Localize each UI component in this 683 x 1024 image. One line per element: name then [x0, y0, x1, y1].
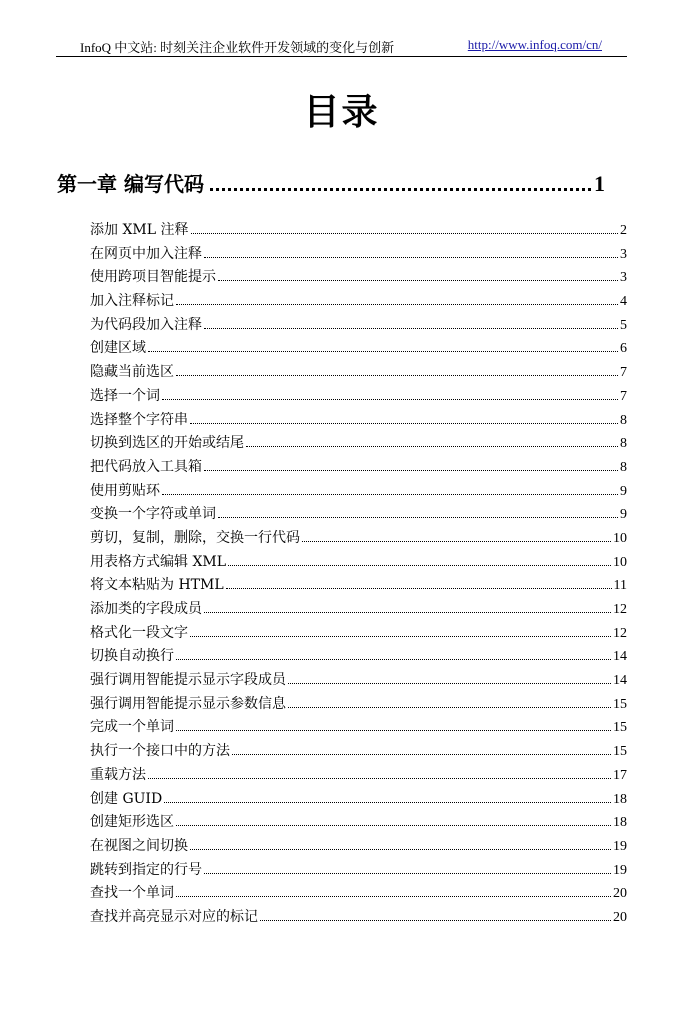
toc-entry[interactable]: [90, 480, 627, 504]
toc-dot-leader: [288, 682, 611, 684]
toc-entry-page: 6: [620, 341, 627, 357]
toc-entry-page: 20: [613, 886, 627, 902]
toc-entry-title: 加入注释标记: [90, 293, 174, 310]
toc-entry-title: 查找并高亮显示对应的标记: [90, 908, 258, 925]
toc-dot-leader: [164, 801, 611, 803]
toc-entry-title: 执行一个接口中的方法: [90, 743, 230, 760]
toc-dot-leader: [148, 350, 618, 352]
toc-entry-title: 强行调用智能提示显示参数信息: [90, 695, 286, 712]
toc-entry-title: 创建矩形选区: [90, 814, 174, 831]
toc-entry-title: 重载方法: [90, 766, 146, 783]
toc-entry[interactable]: [90, 906, 627, 930]
toc-dot-leader: [148, 777, 611, 779]
toc-dot-leader: [176, 729, 611, 731]
toc-entry[interactable]: [90, 788, 627, 812]
toc-entry[interactable]: [90, 219, 627, 243]
toc-entry-page: 15: [613, 720, 627, 736]
toc-dot-leader: [204, 872, 611, 874]
toc-dot-leader: [162, 493, 618, 495]
toc-entry[interactable]: [90, 811, 627, 835]
header-site-text: InfoQ 中文站: 时刻关注企业软件开发领域的变化与创新: [80, 40, 395, 55]
toc-entry-page: 14: [613, 673, 627, 689]
toc-entry-page: 15: [613, 744, 627, 760]
toc-dot-leader: [302, 540, 611, 542]
toc-entry-title: 查找一个单词: [90, 885, 174, 902]
toc-entry-page: 19: [613, 862, 627, 878]
toc-entry-page: 8: [620, 412, 627, 428]
toc-entry[interactable]: [90, 764, 627, 788]
toc-dot-leader: [226, 587, 612, 589]
toc-dot-leader: [176, 895, 611, 897]
toc-entry-page: 7: [620, 388, 627, 404]
toc-entry-title: 变换一个字符或单词: [90, 506, 216, 523]
toc-entry-title: 强行调用智能提示显示字段成员: [90, 672, 286, 689]
toc-entry-title: 把代码放入工具箱: [90, 458, 202, 475]
toc-entry[interactable]: [90, 622, 627, 646]
toc-dot-leader: [246, 445, 618, 447]
toc-entry-page: 9: [620, 483, 627, 499]
chapter-label: 第一章 编写代码: [57, 172, 204, 196]
page-header: [56, 34, 627, 57]
toc-entry[interactable]: [90, 409, 627, 433]
toc-entry-title: 格式化一段文字: [90, 624, 188, 641]
toc-entry-page: 12: [613, 625, 627, 641]
toc-entry-title: 为代码段加入注释: [90, 316, 202, 333]
toc-entry[interactable]: [90, 527, 627, 551]
toc-entry[interactable]: [90, 432, 627, 456]
toc-entry-page: 3: [620, 246, 627, 262]
toc-entry[interactable]: [90, 740, 627, 764]
toc-entry-title: 使用剪贴环: [90, 482, 160, 499]
toc-entry[interactable]: [90, 551, 627, 575]
toc-entry[interactable]: [90, 337, 627, 361]
chapter-page-number: 1: [594, 171, 605, 196]
toc-entry-page: 3: [620, 270, 627, 286]
toc-entry-title: 添加 XML 注释: [90, 222, 189, 238]
toc-dot-leader: [232, 753, 611, 755]
toc-entry-page: 11: [613, 578, 627, 594]
toc-entry-title: 完成一个单词: [90, 719, 174, 736]
toc-entry-page: 20: [613, 909, 627, 925]
toc-entry-title: 创建 GUID: [90, 790, 163, 807]
page-title: 目录: [303, 92, 380, 133]
toc-dot-leader: [204, 469, 618, 471]
toc-entry-title: 使用跨项目智能提示: [90, 269, 216, 286]
toc-entry-page: 18: [613, 791, 627, 807]
toc-entry[interactable]: [90, 598, 627, 622]
toc-entry-title: 创建区域: [90, 340, 146, 357]
toc-entry-title: 剪切，复制，删除，交换一行代码: [90, 529, 300, 546]
toc-dot-leader: [162, 398, 618, 400]
chapter-dot-leader: [210, 187, 591, 191]
toc-list: [90, 219, 627, 930]
toc-entry[interactable]: [90, 361, 627, 385]
toc-dot-leader: [190, 422, 618, 424]
toc-entry[interactable]: [90, 882, 627, 906]
toc-dot-leader: [176, 374, 618, 376]
toc-entry[interactable]: [90, 835, 627, 859]
toc-entry-page: 2: [620, 223, 627, 238]
toc-entry-title: 切换到选区的开始或结尾: [90, 435, 244, 452]
toc-entry-title: 在网页中加入注释: [90, 245, 202, 262]
header-link[interactable]: http://www.infoq.com/cn/: [467, 37, 602, 52]
toc-entry-title: 用表格方式编辑 XML: [90, 553, 227, 570]
toc-entry[interactable]: [90, 290, 627, 314]
toc-entry[interactable]: [90, 574, 627, 598]
toc-dot-leader: [204, 611, 611, 613]
toc-entry-title: 隐藏当前选区: [90, 364, 174, 381]
toc-dot-leader: [190, 635, 611, 637]
toc-entry[interactable]: [90, 859, 627, 883]
toc-entry[interactable]: [90, 645, 627, 669]
toc-entry[interactable]: [90, 266, 627, 290]
toc-dot-leader: [176, 658, 611, 660]
toc-entry-title: 选择整个字符串: [90, 411, 188, 428]
toc-dot-leader: [204, 256, 618, 258]
toc-entry-page: 10: [613, 530, 627, 546]
toc-entry-page: 4: [620, 294, 627, 310]
toc-entry[interactable]: [90, 669, 627, 693]
toc-entry-title: 将文本粘贴为 HTML: [90, 577, 224, 594]
toc-entry-page: 14: [613, 649, 627, 665]
toc-dot-leader: [191, 232, 619, 234]
toc-entry-page: 8: [620, 436, 627, 452]
toc-dot-leader: [260, 919, 611, 921]
toc-dot-leader: [218, 516, 618, 518]
toc-dot-leader: [176, 303, 618, 305]
toc-entry-page: 15: [613, 696, 627, 712]
toc-entry[interactable]: [90, 456, 627, 480]
toc-entry-page: 9: [620, 507, 627, 523]
toc-entry-page: 8: [620, 459, 627, 475]
toc-entry[interactable]: [90, 385, 627, 409]
toc-dot-leader: [218, 279, 618, 281]
toc-entry[interactable]: [90, 693, 627, 717]
toc-entry-title: 切换自动换行: [90, 648, 174, 665]
toc-entry-page: 5: [620, 317, 627, 333]
toc-entry-page: 10: [613, 554, 627, 570]
toc-entry[interactable]: [90, 503, 627, 527]
toc-entry-page: 17: [613, 767, 627, 783]
toc-entry-title: 在视图之间切换: [90, 837, 188, 854]
toc-entry-page: 18: [613, 815, 627, 831]
toc-entry-title: 选择一个词: [90, 387, 160, 404]
toc-entry-page: 12: [613, 602, 627, 617]
toc-entry-page: 19: [613, 838, 627, 854]
toc-dot-leader: [176, 824, 611, 826]
toc-entry-title: 跳转到指定的行号: [90, 861, 202, 878]
toc-dot-leader: [288, 706, 611, 708]
toc-dot-leader: [190, 848, 611, 850]
toc-entry-page: 7: [620, 365, 627, 381]
toc-entry[interactable]: [90, 243, 627, 267]
toc-dot-leader: [228, 564, 611, 566]
toc-dot-leader: [204, 327, 618, 329]
toc-entry[interactable]: [90, 716, 627, 740]
toc-entry-title: 添加类的字段成员: [90, 601, 202, 617]
chapter-entry[interactable]: [57, 168, 605, 196]
toc-entry[interactable]: [90, 314, 627, 338]
